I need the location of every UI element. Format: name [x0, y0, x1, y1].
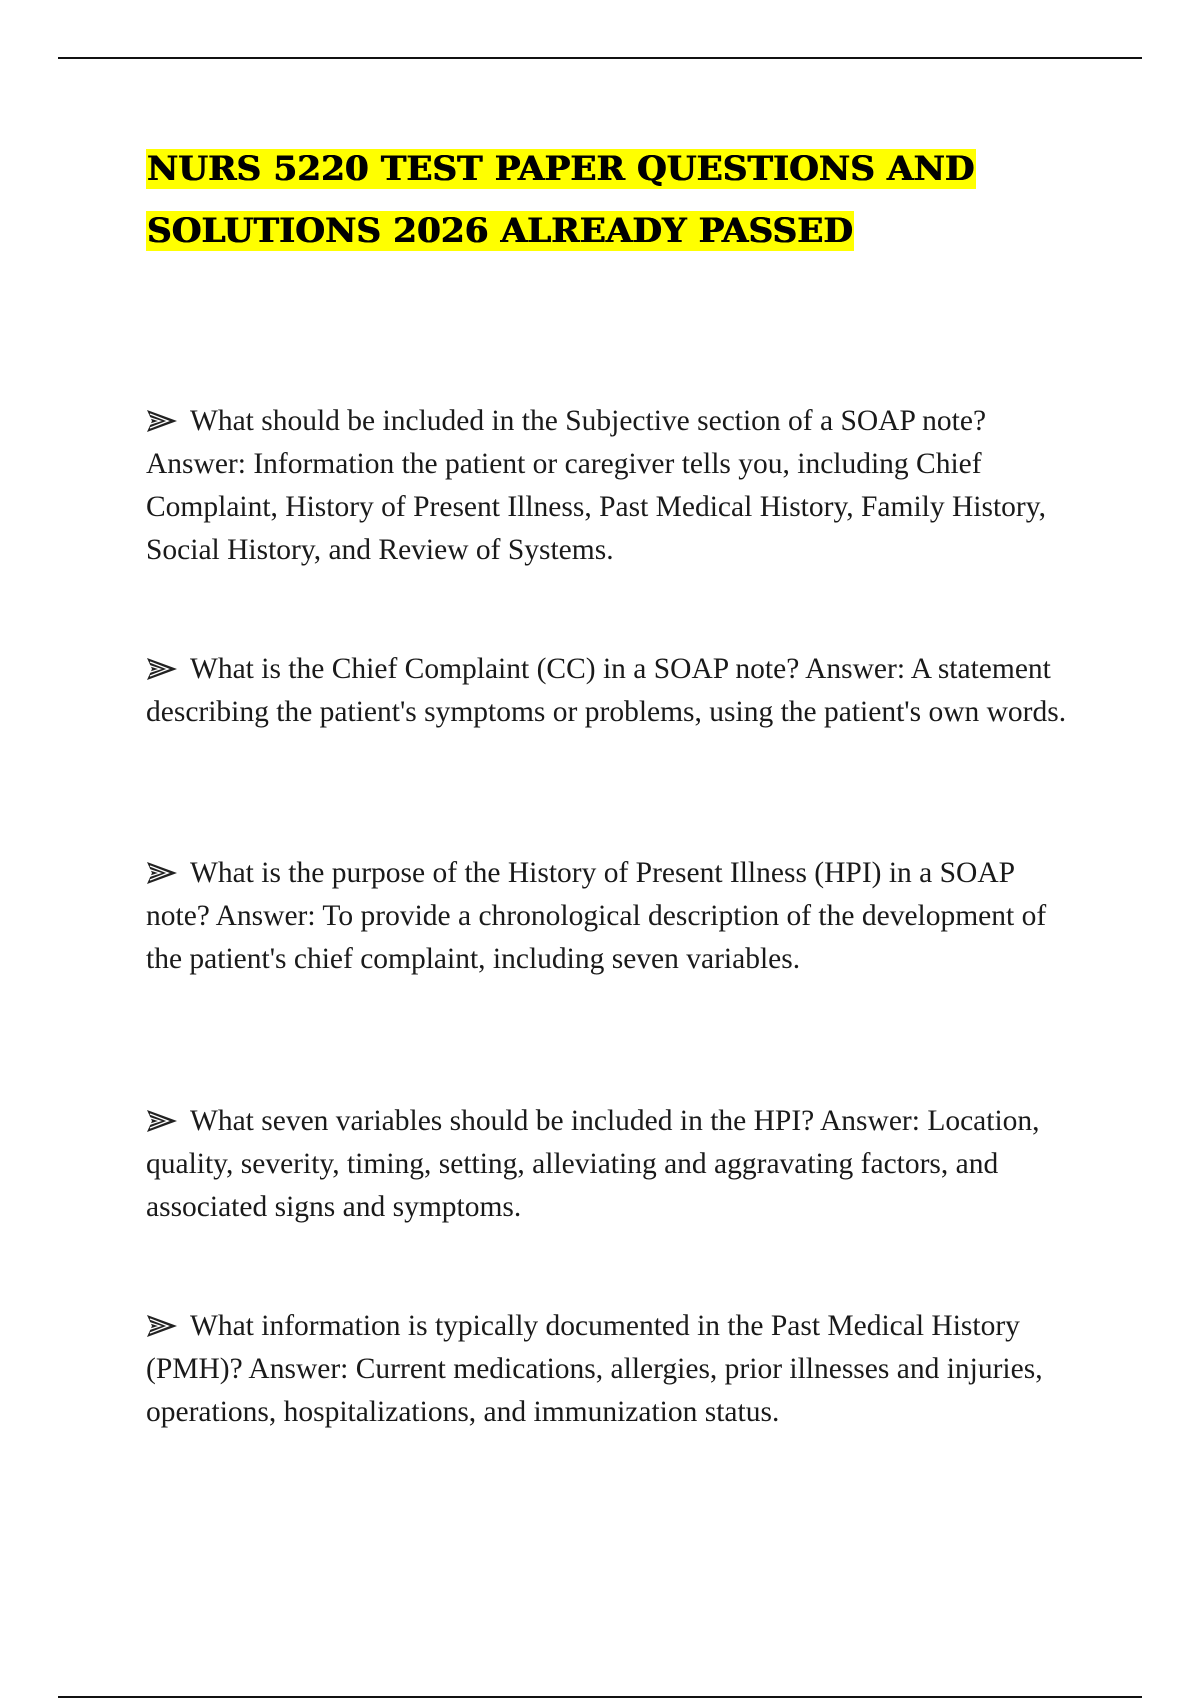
- title-line-1: NURS 5220 TEST PAPER QUESTIONS AND: [147, 149, 975, 189]
- question-item-2: [146, 648, 1076, 734]
- question-text: What information is typically documented in the Past Medical History (PMH)? Answer: Current medications, allergies, prior illnesses and injuries, operations, hospitalizations, and immunization status.: [146, 1310, 1043, 1428]
- arrow-bullet-icon: [146, 860, 178, 886]
- question-text: What is the purpose of the History of Present Illness (HPI) in a SOAP note? Answer: To provide a chronological description of the development of the patient's chief complaint, including seven variables.: [146, 857, 1047, 975]
- question-item-5: [146, 1305, 1076, 1434]
- question-text: What seven variables should be included in the HPI? Answer: Location, quality, severity, timing, setting, alleviating and aggravating factors, and associated signs and symptoms.: [146, 1105, 1040, 1223]
- question-item-3: [146, 852, 1076, 981]
- title-line-2: SOLUTIONS 2026 ALREADY PASSED: [147, 211, 854, 251]
- question-text: What should be included in the Subjective section of a SOAP note? Answer: Information the patient or caregiver tells you, including Chief Complaint, History of Present Illness, Past Medical History, Family History, Social History, and Review of Systems.: [146, 405, 1046, 566]
- question-item-4: [146, 1100, 1076, 1229]
- bottom-divider: [58, 1696, 1142, 1698]
- arrow-bullet-icon: [146, 1108, 178, 1134]
- arrow-bullet-icon: [146, 656, 178, 682]
- top-divider: [58, 57, 1142, 59]
- arrow-bullet-icon: [146, 1313, 178, 1339]
- document-title: [146, 138, 1106, 262]
- question-text: What is the Chief Complaint (CC) in a SOAP note? Answer: A statement describing the patient's symptoms or problems, using the patient's own words.: [146, 653, 1067, 728]
- arrow-bullet-icon: [146, 408, 178, 434]
- question-item-1: [146, 400, 1076, 572]
